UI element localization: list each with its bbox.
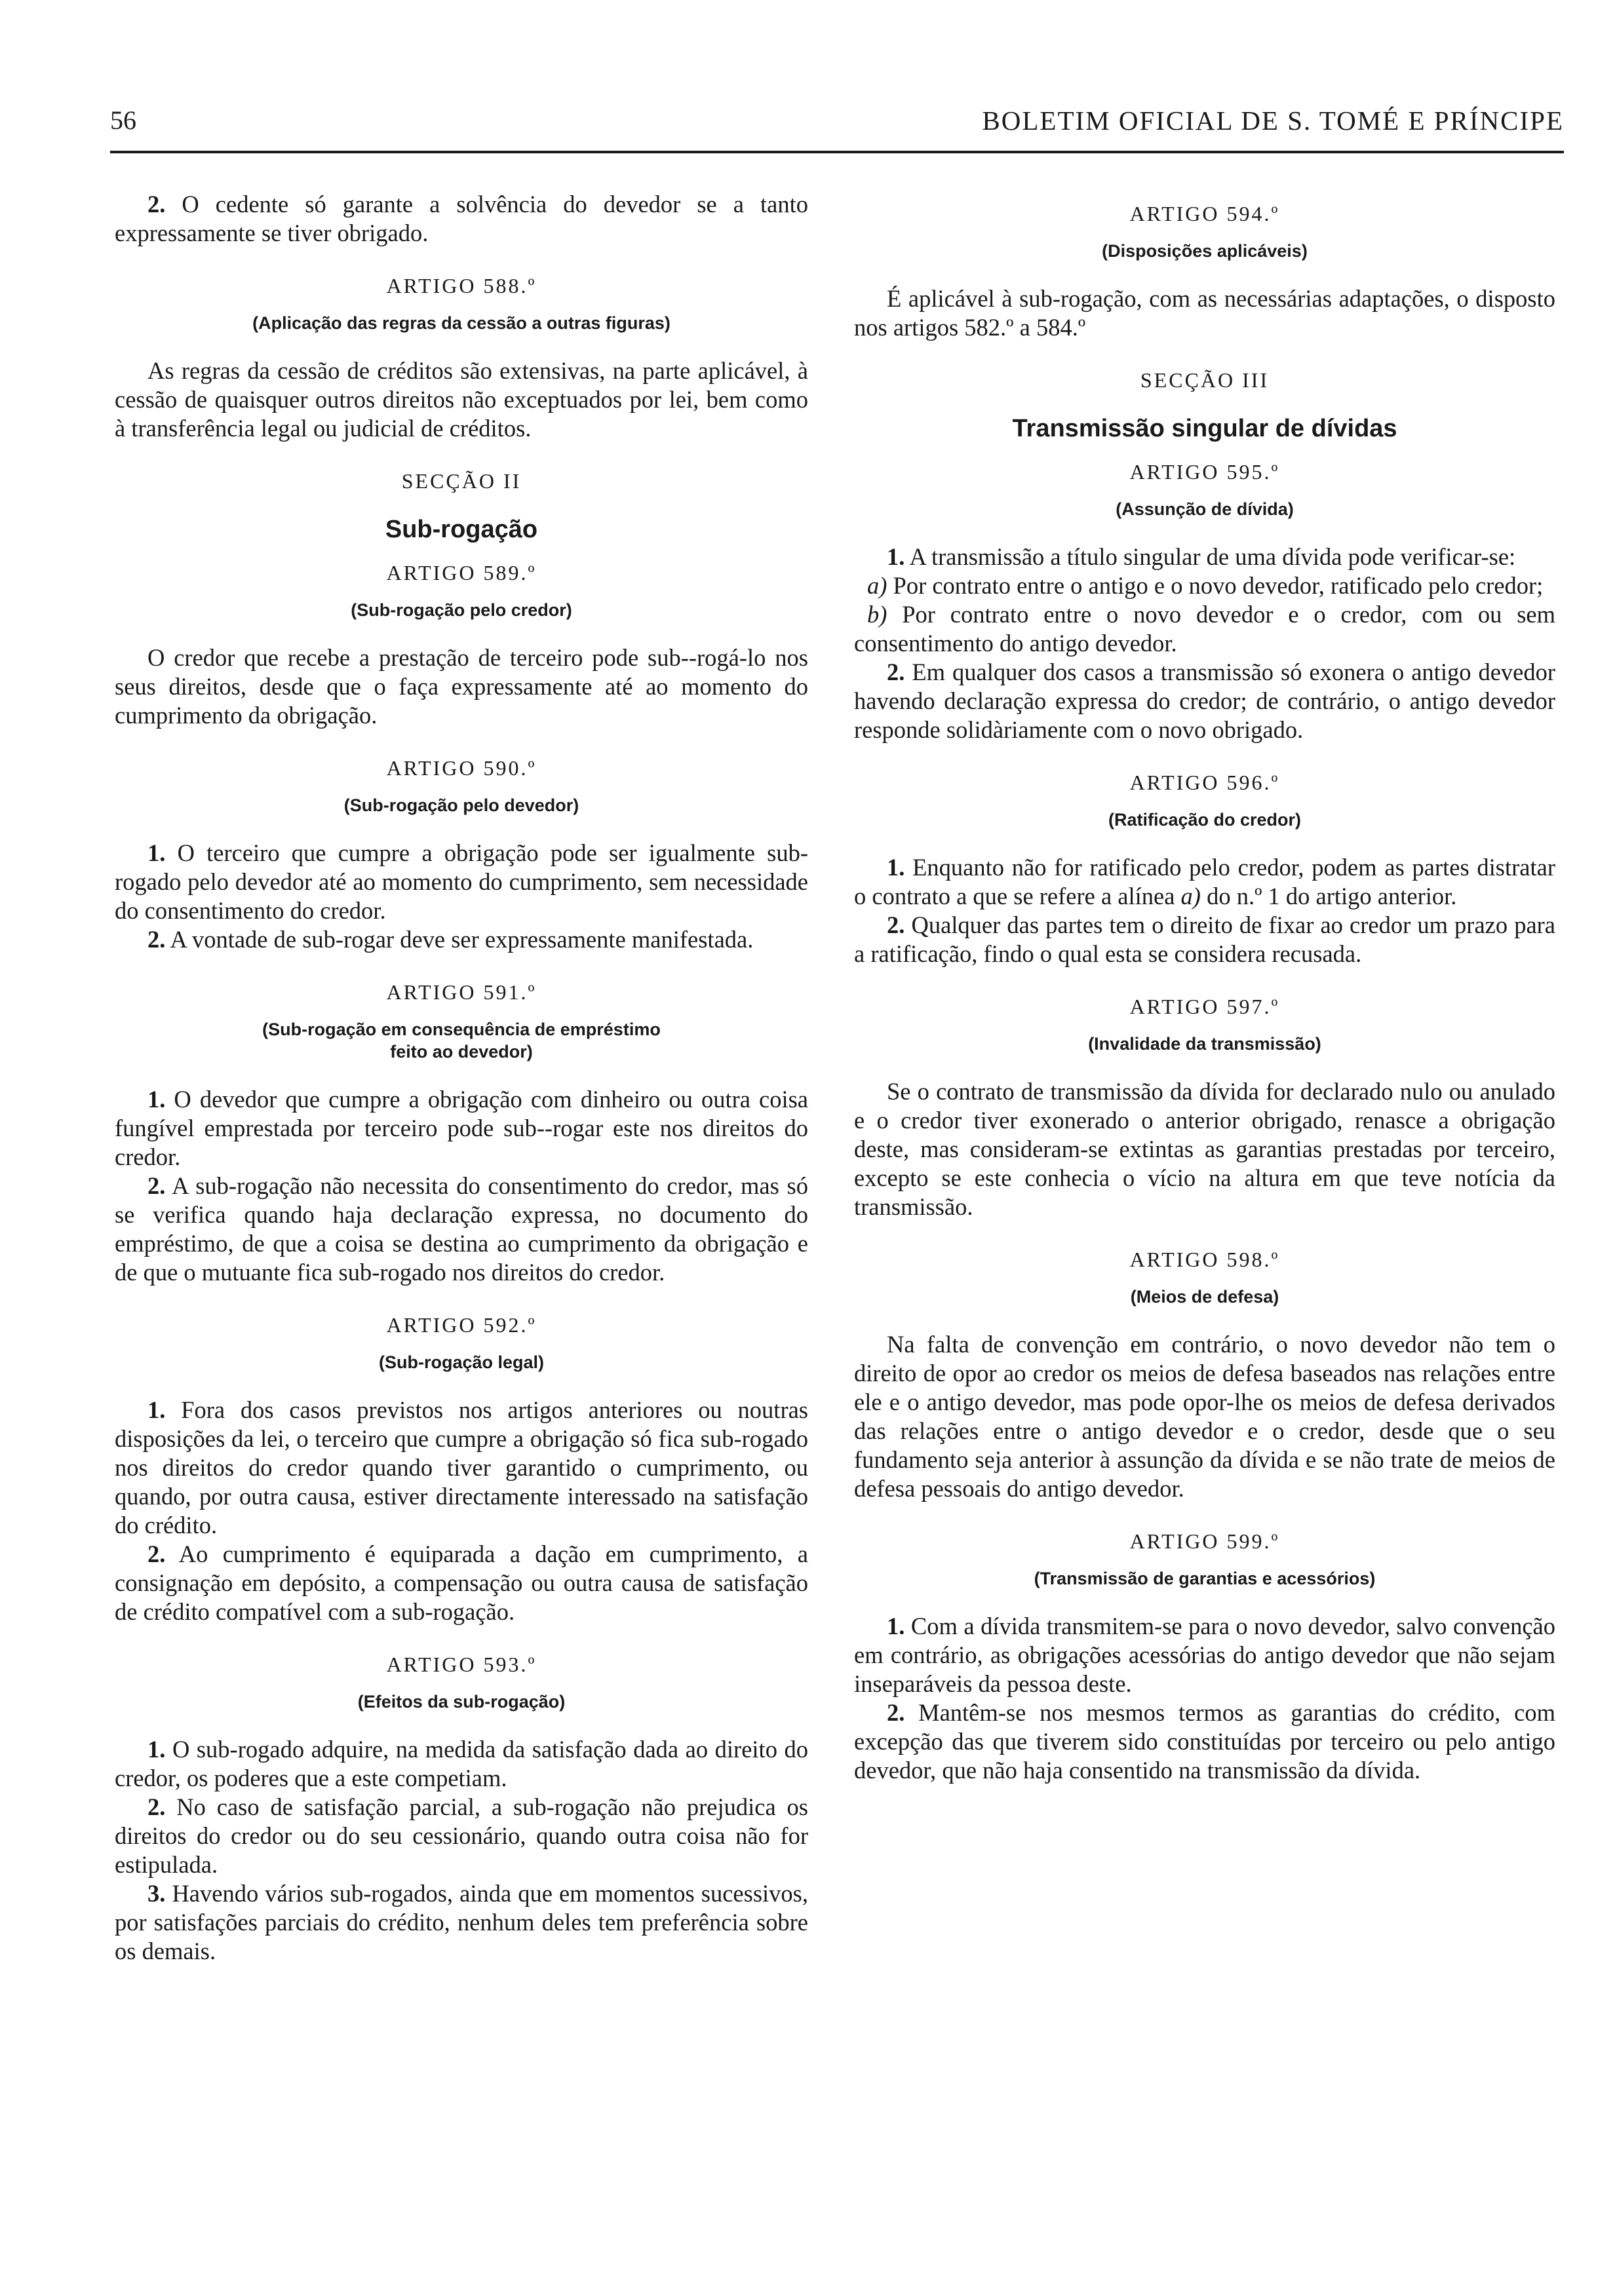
section-title: Sub-rogação bbox=[385, 516, 538, 543]
paragraph bbox=[115, 1793, 808, 1879]
paragraph-text: Com a dívida transmitem-se para o novo devedor, salvo convenção em contrário, as obrigações acessórias do antigo devedor que não sejam inseparáveis da pessoa deste. bbox=[854, 1613, 1555, 1697]
paragraph bbox=[115, 839, 808, 925]
paragraph bbox=[115, 1085, 808, 1172]
article-subtitle: (Invalidade da transmissão) bbox=[1088, 1034, 1321, 1054]
paragraph bbox=[854, 853, 1555, 911]
page-number: 56 bbox=[110, 105, 136, 135]
paragraph-number: 1. bbox=[887, 543, 905, 570]
alinea-text: Por contrato entre o novo devedor e o credor, com ou sem consentimento do antigo devedor. bbox=[854, 601, 1555, 657]
paragraph bbox=[115, 1540, 808, 1626]
alinea bbox=[854, 600, 1555, 658]
alinea-letter: a) bbox=[867, 572, 887, 599]
paragraph-text: Ao cumprimento é equiparada a dação em cumprimento, a consignação em depósito, a compensação ou outra causa de satisfação de crédito compatível com a sub-rogação. bbox=[115, 1540, 808, 1625]
article-heading: ARTIGO 599.º bbox=[1129, 1529, 1280, 1553]
article-subtitle bbox=[115, 1018, 808, 1063]
paragraph-number: 2. bbox=[887, 659, 905, 685]
paragraph bbox=[115, 1396, 808, 1540]
section-title: Transmissão singular de dívidas bbox=[1012, 415, 1397, 442]
paragraph-text: No caso de satisfação parcial, a sub-rogação não prejudica os direitos do credor ou do seu cessionário, quando outra coisa não for estipulada. bbox=[115, 1793, 809, 1878]
paragraph-text: Enquanto não for ratificado pelo credor, podem as partes distratar o contrato a que se refere a alínea bbox=[854, 854, 1555, 909]
article-subtitle: (Assunção de dívida) bbox=[1116, 499, 1294, 519]
paragraph bbox=[115, 925, 808, 954]
article-heading: ARTIGO 591.º bbox=[386, 980, 537, 1004]
article-subtitle-line: feito ao devedor) bbox=[390, 1042, 533, 1062]
paragraph-number: 2. bbox=[887, 911, 905, 938]
paragraph-text: Fora dos casos previstos nos artigos anteriores ou noutras disposições da lei, o terceiro que cumpre a obrigação só fica sub-rogado nos direitos do credor quando tiver garantido o cumprimento, ou quando, por outra causa, estiver directamente interessado na satisfação do crédito. bbox=[115, 1396, 809, 1539]
alinea-text: Por contrato entre o antigo e o novo devedor, ratificado pelo credor; bbox=[893, 572, 1544, 599]
paragraph bbox=[115, 1879, 808, 1966]
paragraph-text: O devedor que cumpre a obrigação com dinheiro ou outra coisa fungível emprestada por terceiro pode sub--rogar este nos direitos do credor. bbox=[115, 1086, 808, 1170]
paragraph-number: 2. bbox=[147, 191, 166, 218]
left-column bbox=[115, 190, 808, 1966]
paragraph-number: 1. bbox=[887, 1613, 905, 1639]
alinea-letter: a) bbox=[1180, 883, 1201, 909]
paragraph bbox=[115, 1172, 808, 1287]
article-subtitle: (Ratificação do credor) bbox=[1108, 810, 1302, 830]
paragraph-text: A transmissão a título singular de uma dívida pode verificar-se: bbox=[909, 543, 1516, 570]
article-subtitle-line: (Sub-rogação em consequência de empréstimo bbox=[262, 1020, 661, 1039]
paragraph-text: Havendo vários sub-rogados, ainda que em momentos sucessivos, por satisfações parciais do crédito, nenhum deles tem preferência sobre os demais. bbox=[115, 1880, 808, 1964]
paragraph-text: Mantêm-se nos mesmos termos as garantias do crédito, com excepção das que tiverem sido constituídas por terceiro ou pelo antigo devedor, que não haja consentido na transmissão da dívida. bbox=[854, 1699, 1556, 1784]
article-subtitle: (Meios de defesa) bbox=[1130, 1287, 1279, 1307]
section-label: SECÇÃO III bbox=[1140, 368, 1270, 392]
paragraph-number: 1. bbox=[147, 839, 166, 866]
paragraph-number: 1. bbox=[147, 1396, 166, 1423]
alinea-letter: b) bbox=[867, 601, 887, 628]
paragraph-number: 2. bbox=[147, 1793, 166, 1820]
paragraph bbox=[115, 1735, 808, 1793]
paragraph bbox=[854, 1612, 1555, 1698]
paragraph-text: O sub-rogado adquire, na medida da satisfação dada ao direito do credor, os poderes que a este competiam. bbox=[115, 1736, 808, 1791]
article-heading: ARTIGO 595.º bbox=[1129, 460, 1280, 484]
page-header bbox=[110, 105, 1564, 151]
article-subtitle: (Efeitos da sub-rogação) bbox=[357, 1692, 566, 1712]
paragraph-number: 1. bbox=[147, 1736, 166, 1763]
paragraph-text: Qualquer das partes tem o direito de fixar ao credor um prazo para a ratificação, findo o qual esta se considera recusada. bbox=[854, 911, 1556, 967]
article-heading: ARTIGO 592.º bbox=[386, 1313, 537, 1337]
alinea bbox=[854, 571, 1555, 600]
article-heading: ARTIGO 597.º bbox=[1129, 995, 1280, 1018]
header-rule bbox=[110, 151, 1564, 153]
article-heading: ARTIGO 596.º bbox=[1129, 771, 1280, 794]
paragraph bbox=[854, 658, 1555, 744]
paragraph-text: Se o contrato de transmissão da dívida for declarado nulo ou anulado e o credor tiver exonerado o anterior obrigado, renasce a obrigação deste, mas consideram-se extintas as garantias prestadas por terceiro, excepto se este conhecia o vício na altura em que teve notícia da transmissão. bbox=[854, 1078, 1555, 1220]
article-subtitle: (Aplicação das regras da cessão a outras figuras) bbox=[252, 313, 671, 333]
article-heading: ARTIGO 589.º bbox=[386, 561, 537, 584]
section-label: SECÇÃO II bbox=[401, 469, 522, 493]
article-subtitle: (Sub-rogação pelo devedor) bbox=[343, 795, 579, 815]
paragraph bbox=[854, 911, 1555, 968]
paragraph-text: O terceiro que cumpre a obrigação pode ser igualmente sub-rogado pelo devedor até ao momento do cumprimento, sem necessidade do consentimento do credor. bbox=[115, 839, 808, 924]
paragraph bbox=[854, 1698, 1555, 1785]
article-subtitle: (Transmissão de garantias e acessórios) bbox=[1034, 1569, 1376, 1588]
article-heading: ARTIGO 598.º bbox=[1129, 1248, 1280, 1271]
paragraph-text: O credor que recebe a prestação de terceiro pode sub--rogá-lo nos seus direitos, desde que o faça expressamente até ao momento do cumprimento da obrigação. bbox=[115, 644, 808, 729]
article-heading: ARTIGO 590.º bbox=[386, 756, 537, 780]
article-heading: ARTIGO 594.º bbox=[1129, 202, 1280, 225]
paragraph-text: Em qualquer dos casos a transmissão só exonera o antigo devedor havendo declaração expressa do credor; de contrário, o antigo devedor responde solidàriamente com o novo obrigado. bbox=[854, 659, 1556, 743]
paragraph-text: É aplicável à sub-rogação, com as necessárias adaptações, o disposto nos artigos 582.º a 584.º bbox=[854, 285, 1555, 341]
journal-title: BOLETIM OFICIAL DE S. TOMÉ E PRÍNCIPE bbox=[982, 105, 1564, 136]
paragraph bbox=[115, 190, 808, 248]
paragraph-text: A sub-rogação não necessita do consentimento do credor, mas só se verifica quando haja declaração expressa, no documento do empréstimo, de que a coisa se destina ao cumprimento da obrigação e de que o mutuante fica sub-rogado nos direitos do credor. bbox=[115, 1172, 808, 1286]
article-subtitle: (Sub-rogação pelo credor) bbox=[351, 600, 572, 620]
article-heading: ARTIGO 593.º bbox=[386, 1653, 537, 1676]
paragraph-number: 3. bbox=[147, 1880, 166, 1907]
paragraph-number: 2. bbox=[147, 1172, 166, 1199]
article-subtitle: (Sub-rogação legal) bbox=[378, 1352, 545, 1372]
article-heading: ARTIGO 588.º bbox=[386, 274, 537, 297]
article-subtitle: (Disposições aplicáveis) bbox=[1102, 241, 1308, 261]
paragraph-number: 2. bbox=[147, 1540, 166, 1567]
paragraph-text: Na falta de convenção em contrário, o novo devedor não tem o direito de opor ao credor os meios de defesa baseados nas relações entre ele e o antigo devedor, mas pode opor-lhe os meios de defesa derivados das relações entre o antigo devedor e o credor, desde que o seu fundamento seja anterior à assunção da dívida e se não trate de meios de defesa pessoais do antigo devedor. bbox=[854, 1331, 1555, 1502]
paragraph-number: 2. bbox=[887, 1699, 905, 1726]
paragraph-text: A vontade de sub-rogar deve ser expressamente manifestada. bbox=[170, 926, 754, 953]
paragraph-text: As regras da cessão de créditos são extensivas, na parte aplicável, à cessão de quaisquer outros direitos não exceptuados por lei, bem como à transferência legal ou judicial de créditos. bbox=[115, 357, 808, 442]
paragraph-number: 1. bbox=[887, 854, 905, 881]
paragraph-text: do n.º 1 do artigo anterior. bbox=[1207, 883, 1457, 909]
paragraph-number: 1. bbox=[147, 1086, 166, 1113]
right-column bbox=[854, 190, 1555, 1785]
paragraph-text: O cedente só garante a solvência do devedor se a tanto expressamente se tiver obrigado. bbox=[115, 191, 808, 246]
paragraph bbox=[854, 543, 1555, 571]
paragraph-number: 2. bbox=[147, 926, 166, 953]
